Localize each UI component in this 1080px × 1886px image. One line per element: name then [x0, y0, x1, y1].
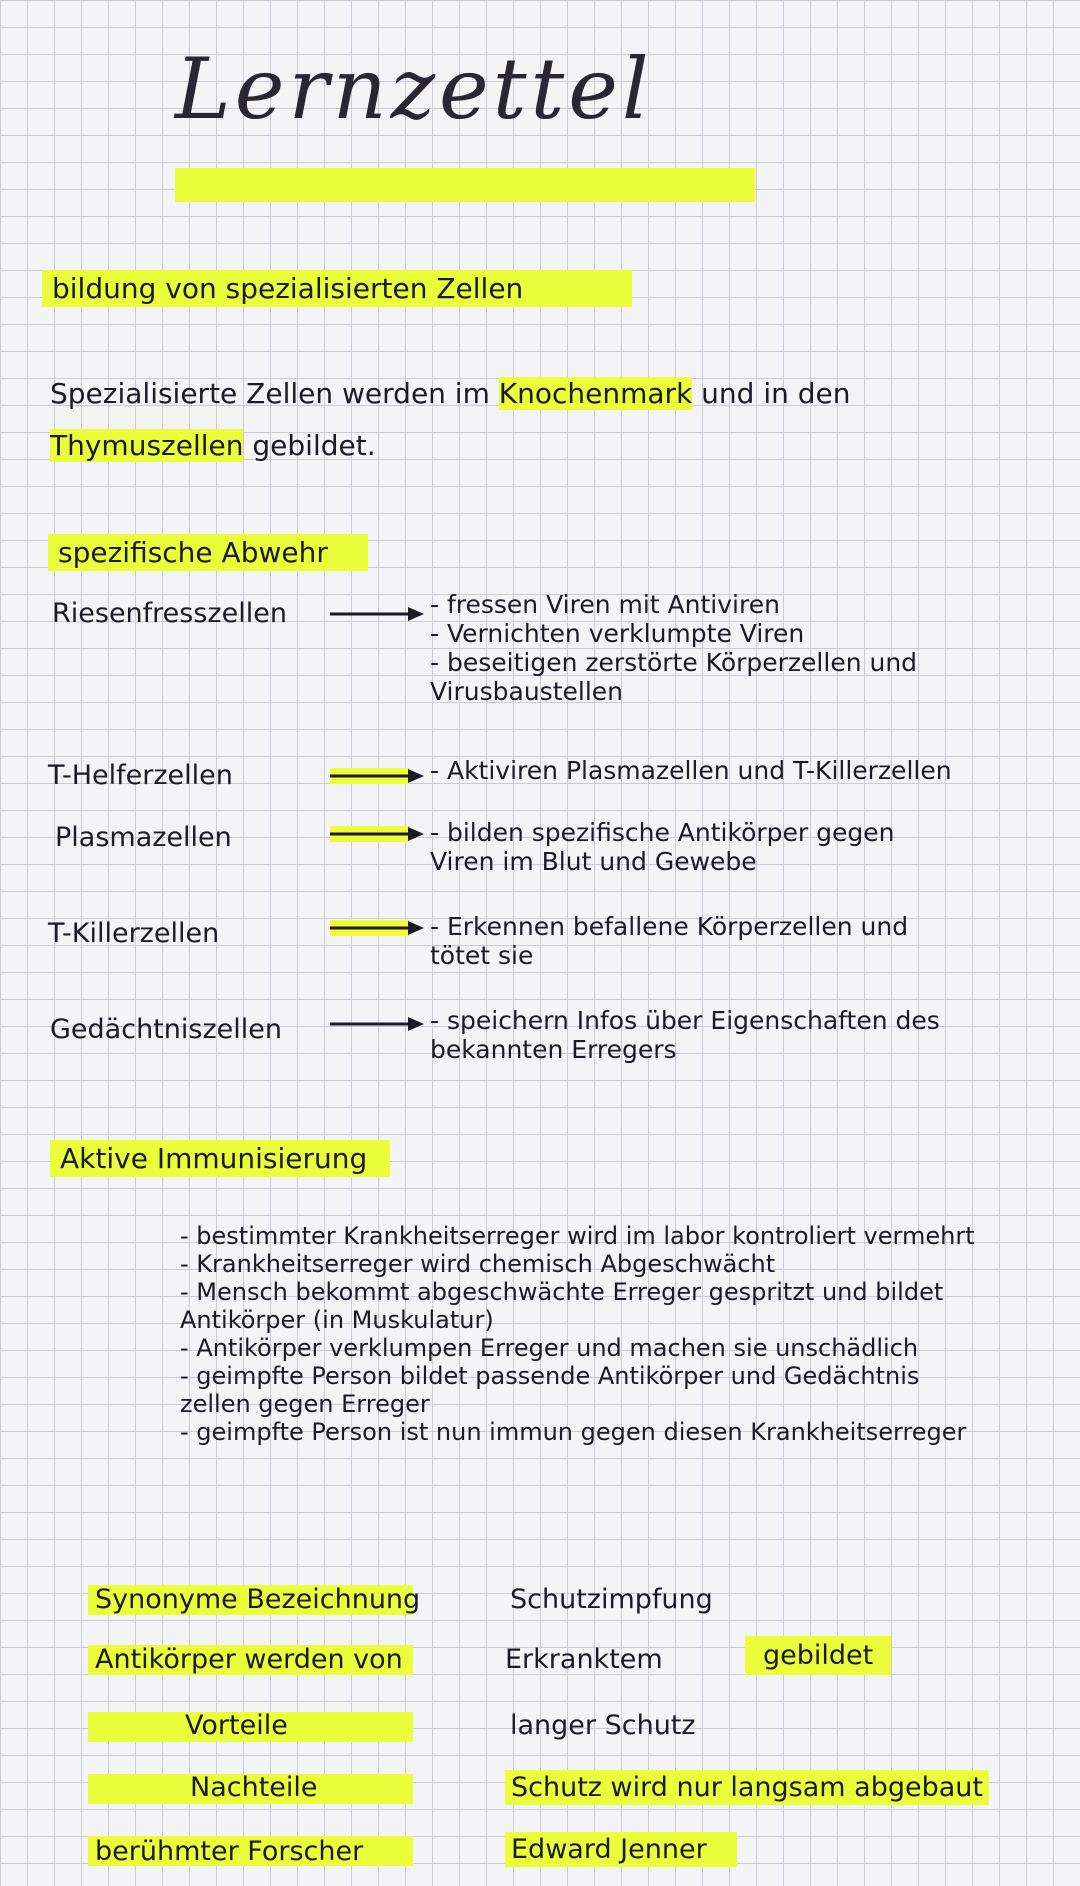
arrow-icon — [330, 762, 420, 790]
cell-name-plasmazellen: Plasmazellen — [55, 822, 232, 853]
cell-desc-t-helferzellen: - Aktiviren Plasmazellen und T-Killerzellen — [430, 756, 990, 785]
section-heading-aktive-immunisierung: Aktive Immunisierung — [50, 1140, 390, 1177]
highlight-knochenmark: Knochenmark — [498, 377, 693, 410]
page-title: Lernzettel — [175, 40, 653, 138]
cell-name-gedaechtniszellen: Gedächtniszellen — [50, 1014, 282, 1045]
section-heading-bildung: bildung von spezialisierten Zellen — [42, 270, 632, 307]
list-item: - bestimmter Krankheitserreger wird im labor kontroliert vermehrt — [180, 1222, 980, 1250]
table-label-nachteile: Nachteile — [190, 1772, 318, 1803]
cell-desc-gedaechtniszellen: - speichern Infos über Eigenschaften des bekannten Erregers — [430, 1006, 970, 1064]
list-item: - Antikörper verklumpen Erreger und machen sie unschädlich — [180, 1334, 980, 1362]
section-heading-spezifische-abwehr: spezifische Abwehr — [48, 534, 368, 571]
cell-name-t-helferzellen: T-Helferzellen — [48, 760, 233, 791]
cell-desc-t-killerzellen: - Erkennen befallene Körperzellen und tötet sie — [430, 912, 950, 970]
cell-name-riesenfresszellen: Riesenfresszellen — [52, 598, 287, 629]
table-value-nachteile: Schutz wird nur langsam abgebaut — [505, 1770, 989, 1805]
list-item: - Krankheitserreger wird chemisch Abgeschwächt — [180, 1250, 980, 1278]
table-value-vorteile: langer Schutz — [510, 1710, 696, 1741]
list-item: - geimpfte Person ist nun immun gegen diesen Krankheitserreger — [180, 1418, 980, 1446]
arrow-icon — [330, 820, 420, 848]
table-value-synonyme: Schutzimpfung — [510, 1584, 713, 1615]
arrow-icon — [330, 600, 420, 628]
cell-name-t-killerzellen: T-Killerzellen — [48, 918, 220, 949]
arrow-icon — [330, 1010, 420, 1038]
cell-desc-plasmazellen: - bilden spezifische Antikörper gegen Viren im Blut und Gewebe — [430, 818, 950, 876]
table-label-antikoerper: Antikörper werden von — [95, 1644, 403, 1675]
table-label-forscher: berühmter Forscher — [95, 1836, 364, 1867]
arrow-icon — [330, 914, 420, 942]
highlight-thymuszellen: Thymuszellen — [50, 429, 244, 462]
list-item: - geimpfte Person bildet passende Antikörper und Gedächtnis zellen gegen Erreger — [180, 1362, 980, 1418]
title-highlight — [175, 168, 755, 202]
table-label-synonyme: Synonyme Bezeichnung — [95, 1584, 421, 1615]
table-value-antikoerper: Erkranktem — [505, 1644, 663, 1675]
list-item: - Mensch bekommt abgeschwächte Erreger gespritzt und bildet Antikörper (in Muskulatur) — [180, 1278, 980, 1334]
cell-desc-riesenfresszellen: - fressen Viren mit Antiviren - Vernichten verklumpte Viren - beseitigen zerstörte Körperzellen und Virusbaustellen — [430, 590, 950, 706]
immunisierung-list — [180, 1222, 980, 1446]
table-label-vorteile: Vorteile — [185, 1710, 288, 1741]
table-value-forscher: Edward Jenner — [505, 1832, 737, 1867]
table-extra-gebildet: gebildet — [745, 1636, 891, 1675]
section1-text: Spezialisierte Zellen werden im Knochenmark und in den Thymuszellen gebildet. — [50, 377, 851, 462]
